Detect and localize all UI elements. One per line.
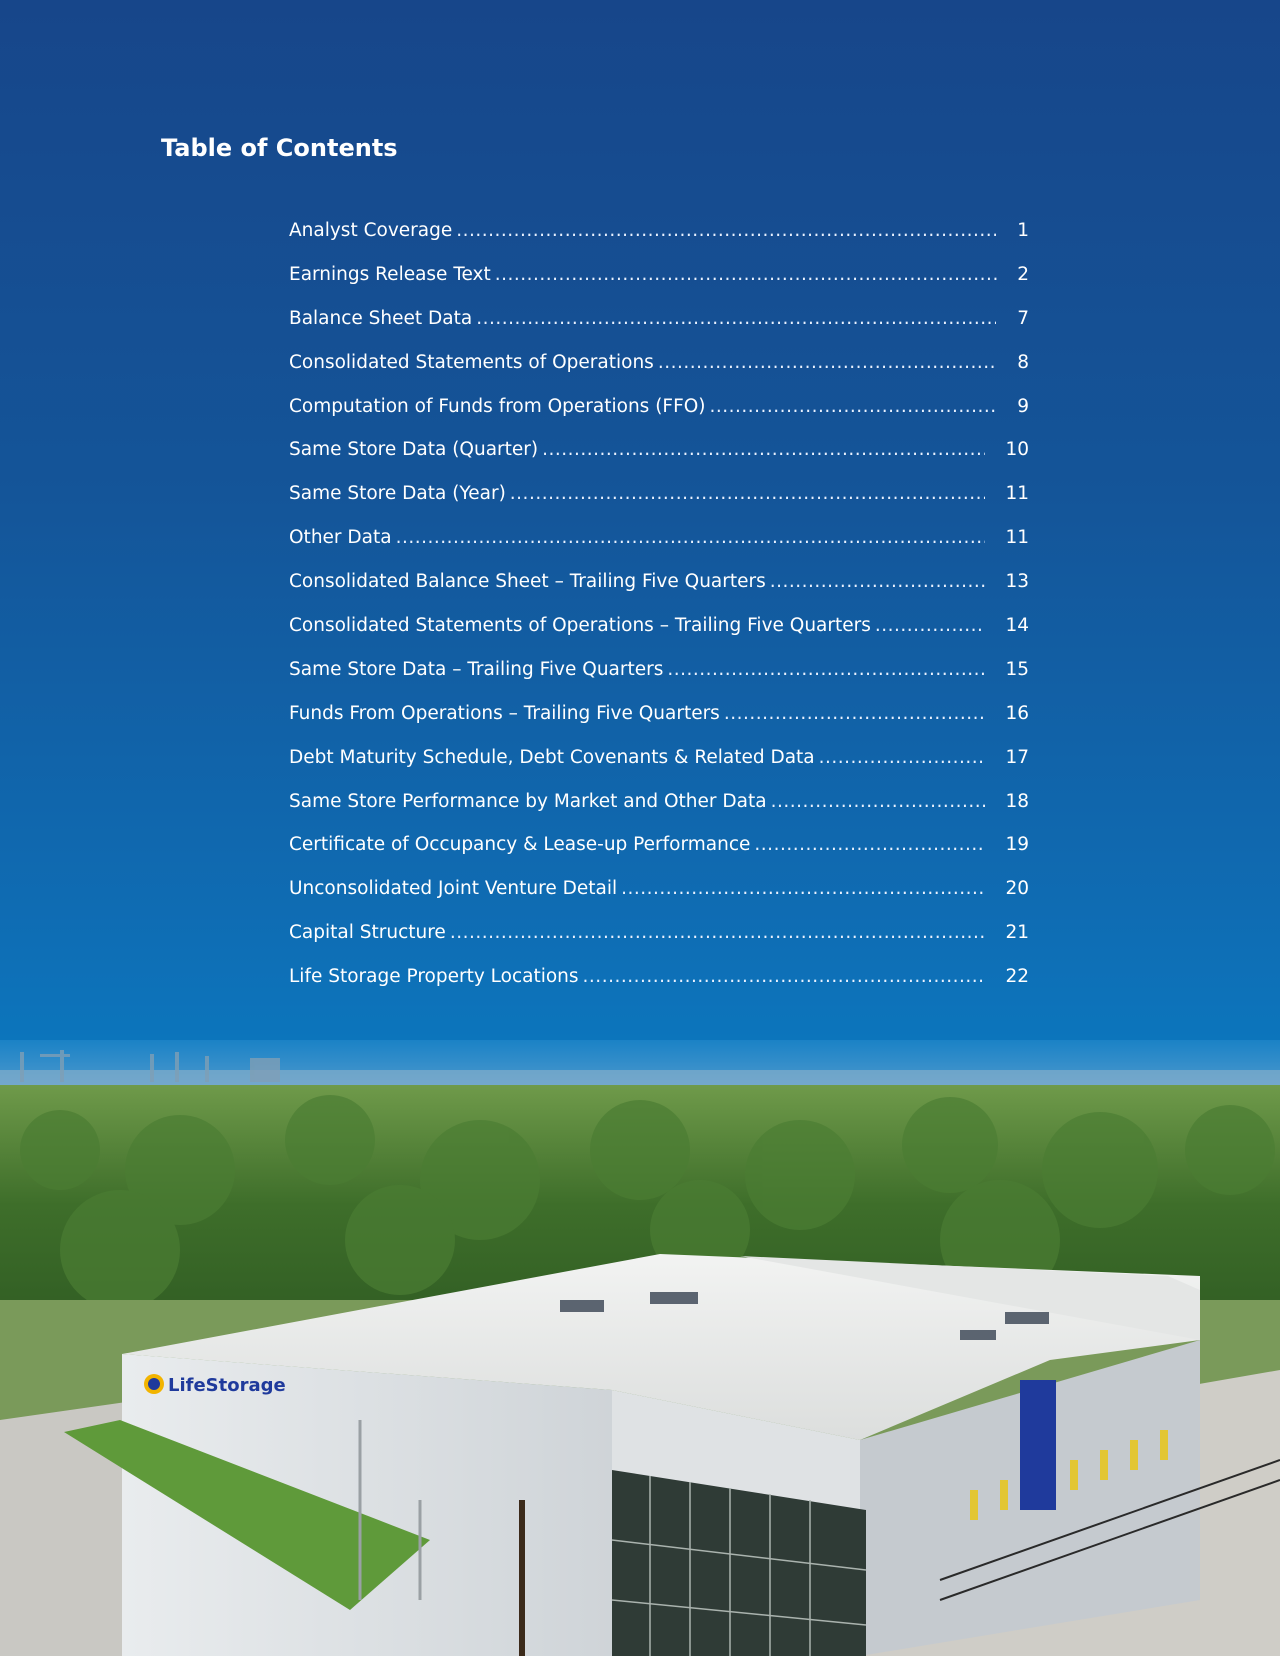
- logo-wordmark: LifeStorage: [168, 1375, 286, 1396]
- blue-accent-column: [1020, 1380, 1056, 1510]
- toc-entry-label: Unconsolidated Joint Venture Detail: [289, 878, 618, 900]
- dot-leader: [456, 220, 996, 241]
- toc-entry-page: 11: [1005, 527, 1029, 549]
- toc-entry[interactable]: [289, 878, 1029, 922]
- toc-entry-page: 8: [1017, 351, 1029, 373]
- aerial-photo-illustration: [0, 1040, 1280, 1656]
- toc-entry-page: 18: [1005, 790, 1029, 812]
- toc-entry-label: Computation of Funds from Operations (FFO): [289, 395, 706, 417]
- page-title: Table of Contents: [161, 134, 398, 162]
- toc-entry-label: Consolidated Statements of Operations – Trailing Five Quarters: [289, 615, 871, 637]
- dot-leader: [724, 703, 986, 724]
- toc-entry-label: Capital Structure: [289, 922, 446, 944]
- dot-leader: [710, 396, 998, 417]
- toc-entry[interactable]: [289, 308, 1029, 352]
- toc-entry-page: 7: [1017, 307, 1029, 329]
- toc-entry-label: Analyst Coverage: [289, 220, 453, 241]
- dot-leader: [510, 483, 986, 504]
- toc-entry[interactable]: [289, 615, 1029, 659]
- toc-entry[interactable]: [289, 571, 1029, 615]
- toc-entry-label: Balance Sheet Data: [289, 307, 473, 329]
- toc-entry-label: Other Data: [289, 527, 392, 549]
- toc-entry-page: 19: [1005, 834, 1029, 856]
- dot-leader: [770, 571, 986, 592]
- toc-entry-page: 16: [1005, 702, 1029, 724]
- storage-facility-photo: [0, 1040, 1280, 1656]
- dot-leader: [542, 439, 985, 460]
- dot-leader: [667, 659, 985, 680]
- toc-entry-page: 15: [1005, 658, 1029, 680]
- dot-leader: [495, 264, 997, 285]
- toc-entry-label: Earnings Release Text: [289, 263, 491, 285]
- toc-entry-page: 1: [1017, 220, 1029, 241]
- toc-entry-page: 13: [1005, 571, 1029, 593]
- dot-leader: [819, 747, 986, 768]
- toc-entry-page: 21: [1005, 922, 1029, 944]
- toc-entry-label: Consolidated Balance Sheet – Trailing Five Quarters: [289, 571, 766, 593]
- toc-entry[interactable]: [289, 396, 1029, 440]
- dot-leader: [875, 615, 986, 636]
- toc-entry-page: 9: [1017, 395, 1029, 417]
- toc-entry-page: 14: [1005, 615, 1029, 637]
- toc-entry[interactable]: [289, 527, 1029, 571]
- toc-entry[interactable]: [289, 352, 1029, 396]
- toc-entry-page: 22: [1005, 966, 1029, 988]
- dot-leader: [450, 922, 986, 943]
- toc-entry-label: Same Store Data – Trailing Five Quarters: [289, 658, 664, 680]
- toc-entry-page: 2: [1017, 263, 1029, 285]
- toc-entry[interactable]: [289, 220, 1029, 264]
- table-of-contents: [289, 220, 1029, 1010]
- toc-entry[interactable]: [289, 922, 1029, 966]
- toc-entry-page: 20: [1005, 878, 1029, 900]
- toc-entry-label: Same Store Data (Year): [289, 483, 506, 505]
- toc-entry-page: 17: [1005, 746, 1029, 768]
- toc-entry[interactable]: [289, 747, 1029, 791]
- toc-entry[interactable]: [289, 264, 1029, 308]
- dot-leader: [754, 834, 985, 855]
- toc-entry-label: Consolidated Statements of Operations: [289, 351, 654, 373]
- dot-leader: [476, 308, 996, 329]
- toc-entry[interactable]: [289, 439, 1029, 483]
- toc-entry-label: Life Storage Property Locations: [289, 966, 579, 988]
- dot-leader: [771, 791, 986, 812]
- toc-entry[interactable]: [289, 834, 1029, 878]
- toc-entry[interactable]: [289, 703, 1029, 747]
- toc-entry[interactable]: [289, 966, 1029, 1010]
- toc-entry-page: 10: [1005, 439, 1029, 461]
- toc-entry[interactable]: [289, 659, 1029, 703]
- dot-leader: [658, 352, 997, 373]
- toc-entry-label: Debt Maturity Schedule, Debt Covenants & Related Data: [289, 746, 815, 768]
- toc-entry-label: Certificate of Occupancy & Lease-up Performance: [289, 834, 751, 856]
- toc-entry[interactable]: [289, 791, 1029, 835]
- toc-entry-label: Same Store Data (Quarter): [289, 439, 539, 461]
- toc-entry[interactable]: [289, 483, 1029, 527]
- toc-entry-label: Same Store Performance by Market and Other Data: [289, 790, 767, 812]
- dot-leader: [621, 878, 985, 899]
- toc-entry-page: 11: [1005, 483, 1029, 505]
- dot-leader: [583, 966, 986, 987]
- dot-leader: [396, 527, 986, 548]
- toc-entry-label: Funds From Operations – Trailing Five Quarters: [289, 702, 720, 724]
